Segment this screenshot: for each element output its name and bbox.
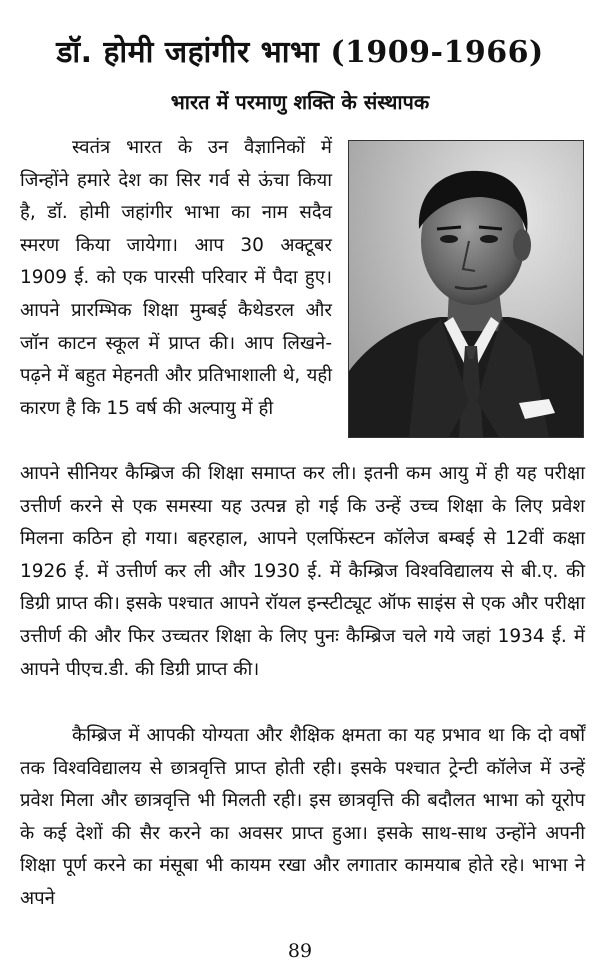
page-number: 89 xyxy=(287,940,313,962)
paragraph-2: कैम्ब्रिज में आपकी योग्यता और शैक्षिक क्षमता का यह प्रभाव था कि दो वर्षों तक विश्वविद्यालय से छात्रवृत्ति प्राप्त होती रही। इसके पश्चात ट्रेन्टी कॉलेज में उन्हें प्रवेश मिला और छात्रवृत्ति भी मिलती रही। इस छात्रवृत्ति की बदौलत भाभा को यूरोप के कई देशों की सैर करने का अवसर प्राप्त हुआ। इसके साथ-साथ उन्होंने अपनी शिक्षा पूर्ण करने का मंसूबा भी कायम रखा और लगातार कामयाब होते रहे। भाभा ने अपने xyxy=(20,725,585,909)
title-name: डॉ. होमी जहांगीर भाभा xyxy=(56,35,320,70)
paragraph-1-continued: आपने सीनियर कैम्ब्रिज की शिक्षा समाप्त कर ली। इतनी कम आयु में ही यह परीक्षा उत्तीर्ण करने से एक समस्या यह उत्पन्न हो गई कि उन्हें उच्च शिक्षा के लिए प्रवेश मिलना कठिन हो गया। बहरहाल, आपने एलफिंस्टन कॉलेज बम्बई से 12वीं कक्षा 1926 ई. में उत्तीर्ण कर ली और 1930 ई. में कैम्ब्रिज विश्वविद्यालय से बी.ए. की डिग्री प्राप्त की। इसके पश्चात आपने रॉयल इन्स्टीट्यूट ऑफ साइंस से एक और परीक्षा उत्तीर्ण की और फिर उच्चतर शिक्षा के लिए पुनः कैम्ब्रिज चले गये जहां 1934 ई. में आपने पीएच.डी. की डिग्री प्राप्त की। xyxy=(20,463,585,680)
paragraph-1-wrapped: स्वतंत्र भारत के उन वैज्ञानिकों में जिन्होंने हमारे देश का सिर गर्व से ऊंचा किया है, डॉ. होमी जहांगीर भाभा का नाम सदैव स्मरण किया जायेगा। आप 30 अक्टूबर 1909 ई. को एक पारसी परिवार में पैदा हुए। आपने प्रारम्भिक शिक्षा मुम्बई कैथेडरल और जॉन काटन स्कूल में प्राप्त की। आप लिखने-पढ़ने में बहुत मेहनती और प्रतिभाशाली थे, यही कारण है कि 15 वर्ष की अल्पायु में ही xyxy=(20,137,332,419)
portrait-illustration xyxy=(349,141,583,437)
page-subtitle: भारत में परमाणु शक्ति के संस्थापक xyxy=(170,90,430,114)
title-years: (1909-1966) xyxy=(330,35,544,70)
page-title xyxy=(0,30,600,71)
portrait-photo xyxy=(348,140,584,438)
